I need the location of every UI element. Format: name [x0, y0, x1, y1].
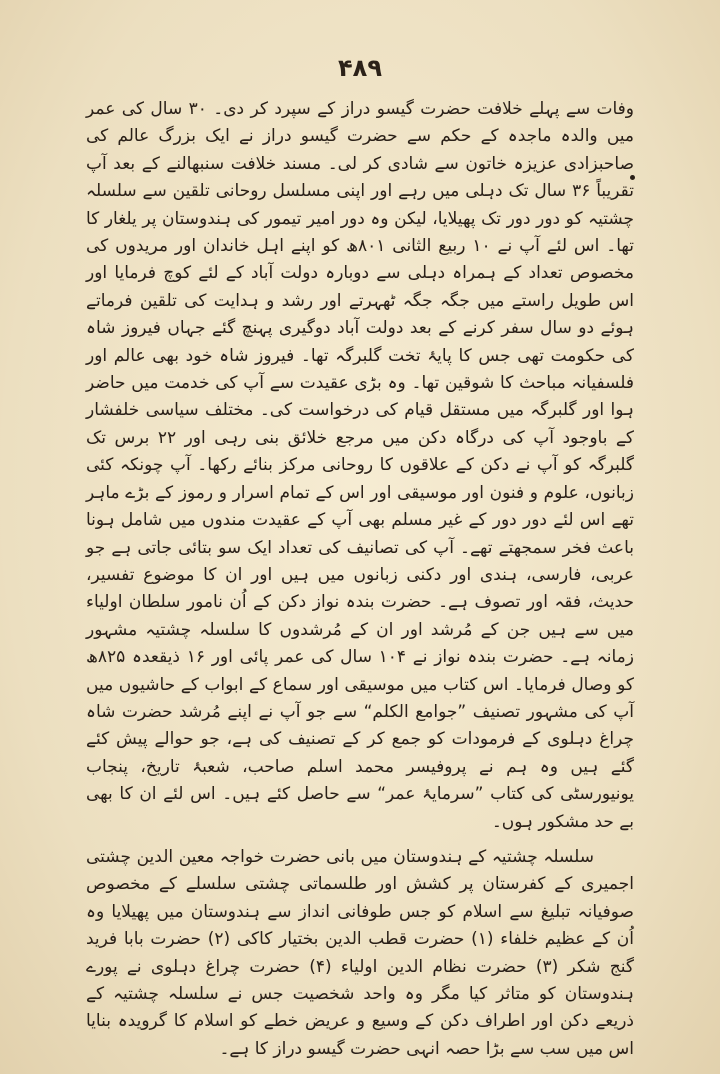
paragraph-2: سلسلہ چشتیہ کے ہندوستان میں بانی حضرت خواجہ معین الدین چشتی اجمیری کے کفرستان پر کشش اور طلسماتی چشتی سلسلے کے مخصوص صوفیانہ تبلیغ سے اسلام کو جس طوفانی انداز سے ہندوستان میں پھیلایا وہ اُن کے عظیم خلفاء (۱) حضرت قطب الدین بختیار کاکی (۲) حضرت بابا فرید گنج شکر (۳) حضرت نظام الدین اولیاء (۴) حضرت چراغ دہلوی نے پورے ہندوستان کو متاثر کیا مگر وہ واحد شخصیت جس نے سلسلہ چشتیہ کے ذریعے دکن اور اطراف دکن کے وسیع و عریض خطے کو اسلام کا گرویدہ بنایا اس میں سب سے بڑا حصہ انہی حضرت گیسو دراز کا ہے۔ [86, 846, 634, 1059]
page-number: ۴۸۹ [338, 54, 382, 82]
paragraph-1: وفات سے پہلے خلافت حضرت گیسو دراز کے سپرد کر دی۔ ۳۰ سال کی عمر میں والدہ ماجدہ کے حکم سے حضرت گیسو دراز نے ایک بزرگ عالم کی صاحبزادی عزیزہ خاتون سے شادی کر لی۔ مسند خلافت سنبھالنے کے بعد آپ تقریباً ۳۶ سال تک دہلی میں رہے اور اپنی مسلسل روحانی تلقین سے سلسلہ چشتیہ کو دور دور تک پھیلایا، لیکن وہ دور امیر تیمور کی ہندوستان پر یلغار کا تھا۔ اس لئے آپ نے ۱۰ ربیع الثانی ۸۰۱ھ کو اپنے اہل خاندان اور مریدوں کی مخصوص تعداد کے ہمراہ دہلی سے دوبارہ دولت آباد کے لئے کوچ فرمایا اور اس طویل راستے میں جگہ جگہ ٹھہرتے اور رشد و ہدایت کی تلقین فرماتے ہوئے دو سال سفر کرنے کے بعد دولت آباد دوگیری پہنچ گئے جہاں فیروز شاہ کی حکومت تھی جس کا پایۂ تخت گلبرگہ تھا۔ فیروز شاہ خود بھی عالم اور فلسفیانہ مباحث کا شوقین تھا۔ وہ بڑی عقیدت سے آپ کی خدمت میں حاضر ہوا اور گلبرگہ میں مستقل قیام کی درخواست کی۔ مختلف سیاسی خلفشار کے باوجود آپ کی درگاہ دکن میں مرجع خلائق بنی رہی اور ۲۲ برس تک گلبرگہ کو آپ نے دکن کے علاقوں کا روحانی مرکز بنائے رکھا۔ آپ چونکہ کئی زبانوں، علوم و فنون اور موسیقی اور اس کے تمام اسرار و رموز کے بڑے ماہر تھے اس لئے دور دور کے غیر مسلم بھی آپ کے عقیدت مندوں میں شامل ہونا باعث فخر سمجھتے تھے۔ آپ کی تصانیف کی تعداد ایک سو بتائی جاتی ہے جو عربی، فارسی، ہندی اور دکنی زبانوں میں ہیں اور ان کا موضوع تفسیر، حدیث، فقہ اور تصوف ہے۔ حضرت بندہ نواز دکن کے اُن نامور سلطان اولیاء میں سے ہیں جن کے مُرشد اور ان کے مُرشدوں کا سلسلہ چشتیہ مشہور زمانہ ہے۔ حضرت بندہ نواز نے ۱۰۴ سال کی عمر پائی اور ۱۶ ذیقعدہ ۸۲۵ھ کو وصال فرمایا۔ اس کتاب میں موسیقی اور سماع کے ابواب کے حاشیوں میں آپ کی مشہور تصنیف ”جوامع الکلم“ سے جو آپ نے اپنے مُرشد حضرت شاہ چراغ دہلوی کے فرمودات کو جمع کر کے تصنیف کی ہے، جو حوالے پیش کئے گئے ہیں وہ ہم نے پروفیسر محمد اسلم صاحب، شعبۂ تاریخ، پنجاب یونیورسٹی کی کتاب ”سرمایۂ عمر“ سے حاصل کئے ہیں۔ اس لئے ان کا بھی بے حد مشکور ہوں۔ [86, 99, 634, 832]
page-body [86, 96, 634, 1063]
